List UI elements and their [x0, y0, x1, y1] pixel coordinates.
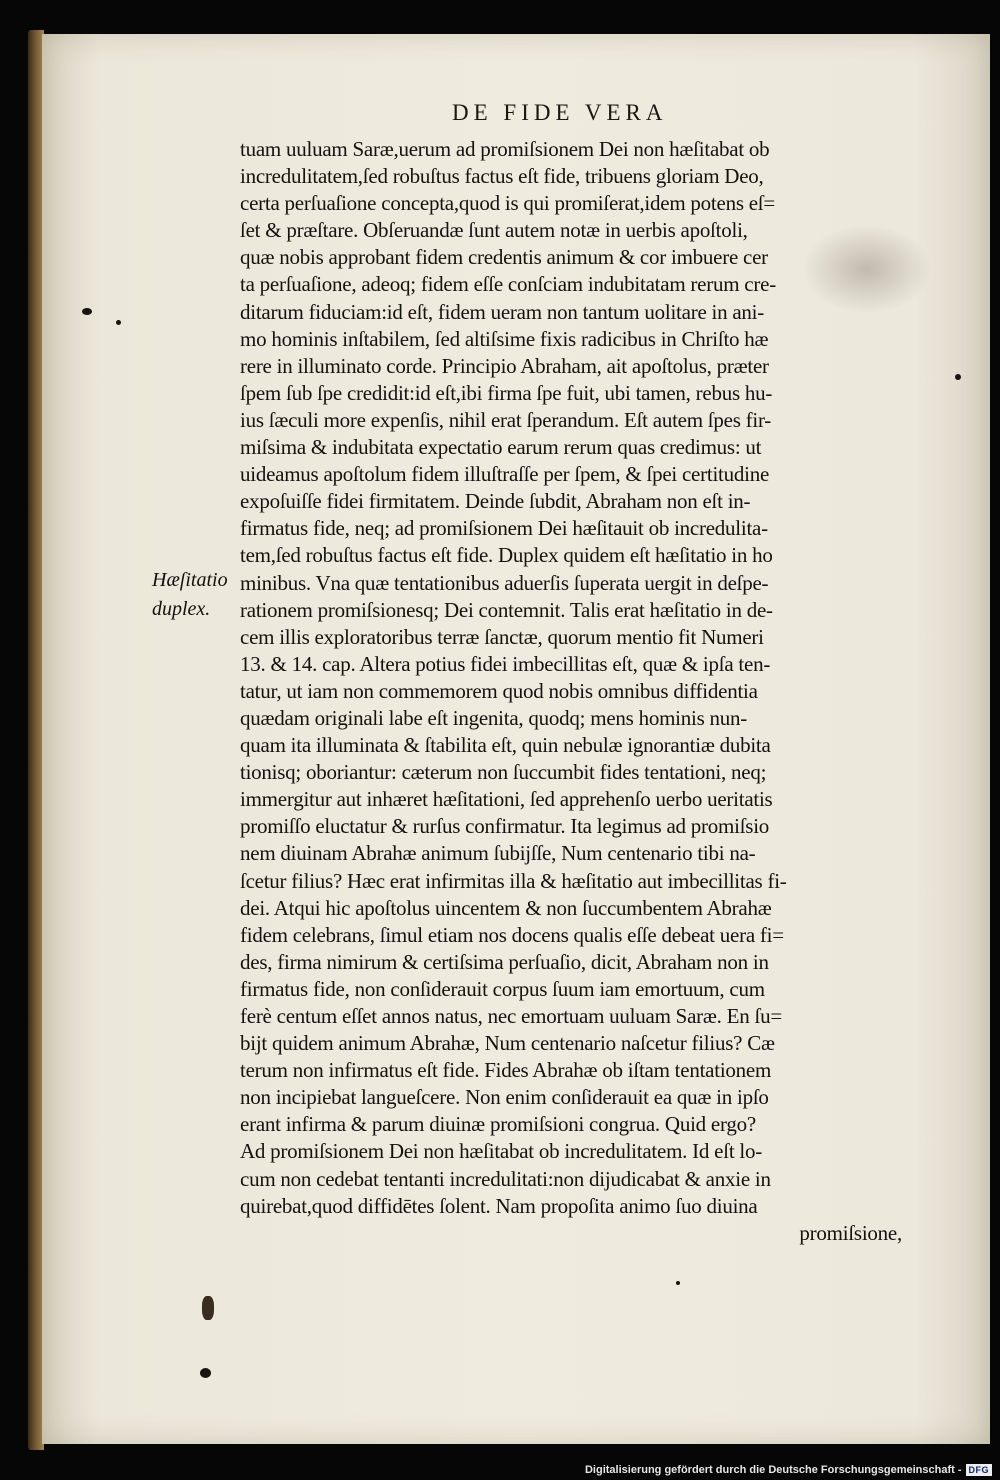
text-line: ſcetur filius? Hæc erat infirmitas illa & hæſitatio aut imbecillitas fi-: [240, 868, 787, 893]
text-line: cum non cedebat tentanti incredulitati:non dijudicabat & anxie in: [240, 1166, 771, 1191]
text-line: miſsima & indubitata expectatio earum rerum quas credimus: ut: [240, 435, 762, 460]
text-line: cem illis exploratoribus terræ ſanctæ, quorum mentio fit Numeri: [240, 624, 764, 649]
text-line: ta perſuaſione, adeoq; fidem eſſe conſciam indubitatam rerum cre-: [240, 272, 776, 297]
text-line: non incipiebat langueſcere. Non enim conſiderauit ea quæ in ipſo: [240, 1085, 769, 1110]
ink-spot: [202, 1296, 214, 1320]
ink-spot: [955, 374, 961, 380]
marginal-note-line-2: duplex.: [152, 598, 211, 620]
marginal-note: [152, 566, 228, 624]
ink-spot: [82, 308, 92, 315]
text-line: minibus. Vna quæ tentationibus aduerſis ſuperata uergit in deſpe-: [240, 570, 769, 595]
text-line: expoſuiſſe fidei firmitatem. Deinde ſubdit, Abraham non eſt in-: [240, 489, 751, 514]
text-line: tionisq; oboriantur: cæterum non ſuccumbit fides tentationi, neq;: [240, 760, 767, 785]
text-line: immergitur aut inhæret hæſitationi, ſed apprehenſo uerbo ueritatis: [240, 787, 773, 812]
text-line: erant infirma & parum diuinæ promiſsioni congrua. Quid ergo?: [240, 1112, 756, 1137]
text-line: terum non infirmatus eſt fide. Fides Abrahæ ob iſtam tentationem: [240, 1058, 772, 1083]
text-line: nem diuinam Abrahæ animum ſubijſſe, Num centenario tibi na-: [240, 841, 756, 866]
text-line: certa perſuaſione concepta,quod is qui promiſerat,idem potens eſ=: [240, 191, 775, 216]
dfg-logo: DFG: [966, 1464, 993, 1476]
running-head: DE FIDE VERA: [452, 100, 668, 125]
text-line: promiſſo eluctatur & rurſus confirmatur. Ita legimus ad promiſsio: [240, 814, 770, 839]
text-line: uideamus apoſtolum fidem illuſtraſſe per ſpem, & ſpei certitudine: [240, 462, 770, 487]
ink-spot: [116, 320, 121, 325]
text-line: des, firma nimirum & certiſsima perſuaſio, dicit, Abraham non in: [240, 949, 769, 974]
text-line: rationem promiſsionesq; Dei contemnit. Talis erat hæſitatio in de-: [240, 597, 773, 622]
marginal-note-line-1: Hæſitatio: [152, 569, 228, 591]
body-text: [240, 136, 910, 1247]
digitization-credit-text: Digitalisierung gefördert durch die Deutsche Forschungsgemeinschaft -: [584, 1464, 962, 1476]
text-line: quædam originali labe eſt ingenita, quodq; mens hominis nun-: [240, 705, 748, 730]
text-line: firmatus fide, neq; ad promiſsionem Dei hæſitauit ob incredulita-: [240, 516, 768, 541]
text-line: ſpem ſub ſpe credidit:id eſt,ibi firma ſpe fuit, ubi tamen, rebus hu-: [240, 380, 773, 405]
text-line: tatur, ut iam non commemorem quod nobis omnibus diffidentia: [240, 678, 758, 703]
text-line: firmatus fide, non conſiderauit corpus ſuum iam emortuum, cum: [240, 976, 765, 1001]
catchword: promiſsione,: [799, 1220, 902, 1245]
text-line: mo hominis inſtabilem, ſed altiſsime fixis radicibus in Chriſto hæ: [240, 326, 769, 351]
text-line: dei. Atqui hic apoſtolus uincentem & non ſuccumbentem Abrahæ: [240, 895, 772, 920]
digitization-credit: [585, 1464, 992, 1476]
ink-spot: [676, 1281, 680, 1285]
text-line: quirebat,quod diffidētes ſolent. Nam propoſita animo ſuo diuina: [240, 1193, 758, 1218]
text-line: bijt quidem animum Abrahæ, Num centenario naſcetur filius? Cæ: [240, 1031, 775, 1056]
text-line: tem,ſed robuſtus factus eſt fide. Duplex quidem eſt hæſitatio in ho: [240, 543, 773, 568]
text-line: tuam uuluam Saræ,uerum ad promiſsionem Dei non hæſitabat ob: [240, 137, 770, 161]
text-line: rere in illuminato corde. Principio Abraham, ait apoſtolus, præter: [240, 353, 769, 378]
text-line: quæ nobis approbant fidem credentis animum & cor imbuere cer: [240, 245, 768, 270]
text-line: ferè centum eſſet annos natus, nec emortuam uuluam Saræ. En ſu=: [240, 1004, 782, 1028]
text-line: ius ſæculi more expenſis, nihil erat ſperandum. Eſt autem ſpes fir-: [240, 407, 772, 432]
text-line: ditarum fiduciam:id eſt, fidem ueram non tantum uolitare in ani-: [240, 299, 765, 324]
text-line: quam ita illuminata & ſtabilita eſt, quin nebulæ ignorantiæ dubita: [240, 733, 771, 758]
text-line: incredulitatem,ſed robuſtus factus eſt fide, tribuens gloriam Deo,: [240, 164, 764, 189]
text-line: Ad promiſsionem Dei non hæſitabat ob incredulitatem. Id eſt lo-: [240, 1139, 762, 1164]
text-line: fidem celebrans, ſimul etiam nos docens qualis eſſe debeat uera fi=: [240, 922, 784, 947]
ink-spot: [200, 1368, 211, 1378]
text-line: ſet & præſtare. Obſeruandæ ſunt autem notæ in uerbis apoſtoli,: [240, 218, 748, 243]
text-line: 13. & 14. cap. Altera potius fidei imbecillitas eſt, quæ & ipſa ten-: [240, 651, 771, 676]
